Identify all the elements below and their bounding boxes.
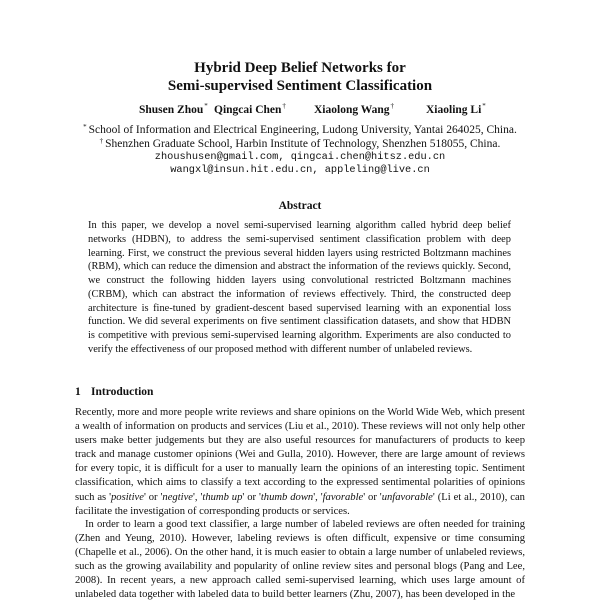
author-4-name: Xiaoling Li <box>426 104 482 116</box>
author-4 <box>426 102 486 116</box>
term-separator: ' or ' <box>143 491 163 503</box>
paper-title-line-1: Hybrid Deep Belief Networks for <box>194 60 406 76</box>
email-line-1: zhoushusen@gmail.com, qingcai.chen@hitsz.edu.cn <box>154 151 446 163</box>
section-heading-introduction <box>75 386 153 398</box>
term-unfavorable: unfavorable <box>381 491 433 503</box>
author-4-mark: * <box>482 102 486 110</box>
term-separator: ', ' <box>193 491 203 503</box>
term-thumb-down: thumb down <box>260 491 314 503</box>
email-line-2: wangxl@insun.hit.edu.cn, appleling@live.cn <box>170 164 430 176</box>
term-separator: ' or ' <box>242 491 261 503</box>
affiliation-1-text: School of Information and Electrical Engineering, Ludong University, Yantai 264025, China. <box>88 124 517 136</box>
term-thumb-up: thumb up <box>202 491 243 503</box>
intro-p1-text-a: Recently, more and more people write reviews and share opinions on the World Wide Web, which present a wealth of information on products and services (Liu et al., 2010). These reviews will not only help other users make better judgements but they are also useful resources for manufacturers of products to keep track and manage customer opinions (Wei and Gulla, 2010). However, there are large amount of reviews for every topic, it is difficult for a user to manually learn the opinions of an interesting topic. Sentiment classification, which aims to classify a text according to the expressed sentimental polarities of opinions such as ' <box>75 407 525 503</box>
author-3-name: Xiaolong Wang <box>314 104 390 116</box>
intro-paragraph-1 <box>75 406 525 519</box>
author-3-mark: † <box>390 102 395 110</box>
author-2-name: Qingcai Chen <box>214 104 282 116</box>
term-negtive: negtive <box>162 491 193 503</box>
abstract-body: In this paper, we develop a novel semi-supervised learning algorithm called hybrid deep belief networks (HDBN), to address the semi-supervised sentiment classification problem with deep learning. First, we construct the previous several hidden layers using restricted Boltzmann machines (RBM), which can reduce the dimension and abstract the information of the reviews quickly. Second, we construct the following hidden layers using convolutional restricted Boltzmann machines (CRBM), which can abstract the information of reviews effectively. Third, the constructed deep architecture is fine-tuned by gradient-descent based supervised learning with an exponential loss function. We did several experiments on five sentiment classification datasets, and show that HDBN is competitive with previous semi-supervised learning algorithm. Experiments are also conducted to verify the effectiveness of our proposed method with different number of unlabeled reviews. <box>88 220 511 355</box>
author-1-mark: * <box>204 102 208 110</box>
term-favorable: favorable <box>322 491 364 503</box>
intro-paragraph-2: In order to learn a good text classifier, a large number of labeled reviews are often needed for training (Zhen and Yeung, 2010). However, labeling reviews is often difficult, expensive or time consuming (Chapelle et al., 2006). On the other hand, it is much easier to obtain a large number of unlabeled reviews, such as the growing availability and popularity of online review sites and personal blogs (Pang and Lee, 2008). In recent years, a new approach called semi-supervised learning, which uses large amount of unlabeled data together with labeled data to build better learners (Zhu, 2007), has been developed in the <box>75 519 525 601</box>
term-separator: ', ' <box>313 491 323 503</box>
term-positive: positive <box>110 491 144 503</box>
intro-p1-text-b: ' (Li et al., 2010), can facilitate the investigation of corresponding products or services. <box>75 491 525 517</box>
author-1-name: Shusen Zhou <box>139 104 204 116</box>
author-list <box>0 102 600 118</box>
abstract-heading: Abstract <box>278 200 322 212</box>
affiliation-2 <box>0 134 600 151</box>
section-number: 1 <box>75 386 81 398</box>
affiliation-1-mark: * <box>83 123 87 131</box>
paper-title-line-2: Semi-supervised Sentiment Classification <box>167 78 433 94</box>
term-separator: ' or ' <box>363 491 382 503</box>
affiliation-2-text: Shenzhen Graduate School, Harbin Institute of Technology, Shenzhen 518055, China. <box>105 138 501 150</box>
affiliation-2-mark: † <box>99 137 104 145</box>
author-1 <box>139 102 208 116</box>
author-3 <box>314 102 394 116</box>
section-title: Introduction <box>91 386 154 398</box>
author-2-mark: † <box>282 102 286 110</box>
author-2 <box>214 102 286 116</box>
